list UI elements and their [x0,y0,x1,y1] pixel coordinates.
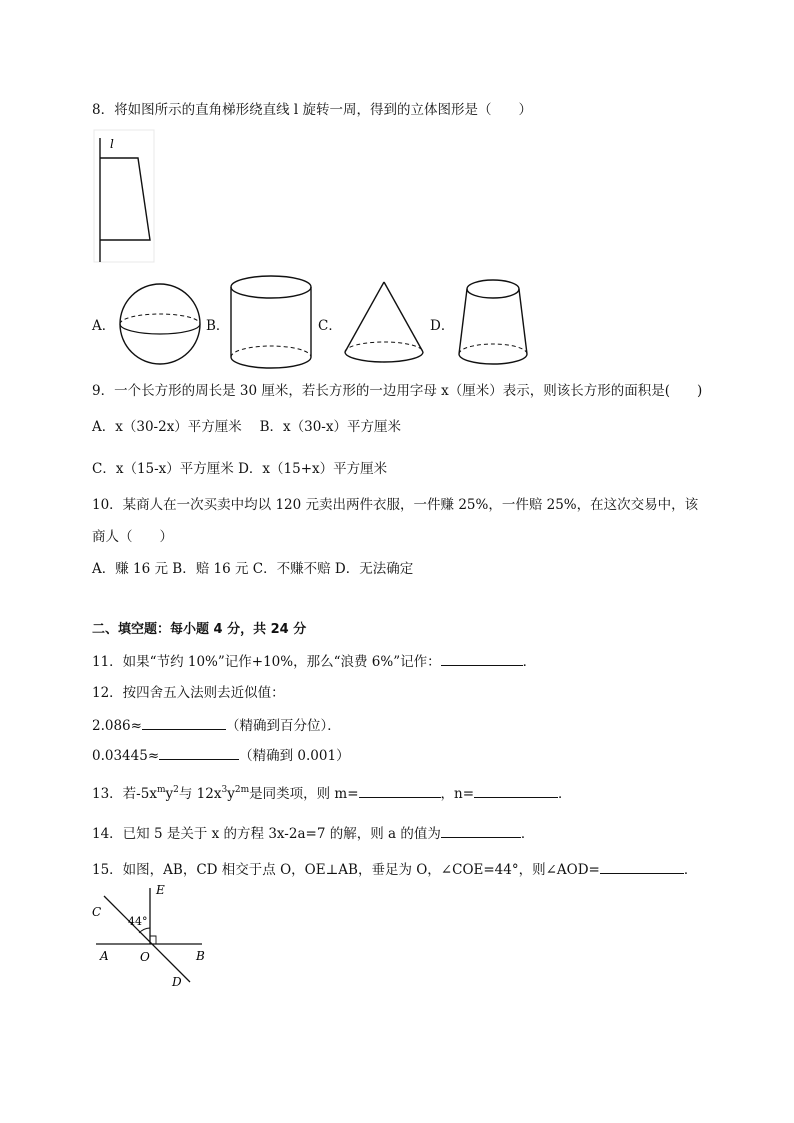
q13-y: y [165,786,174,802]
q13-sup-2m: 2m [234,785,250,795]
q15-label-a: A [100,949,109,963]
q12-part-a [92,715,341,736]
q15-answer-blank [600,859,684,874]
q8-option-d: D． [430,318,455,334]
q12-b-suffix: （精确到 0.001） [239,748,350,764]
q13-sup-m: m [156,785,166,795]
q15-label-angle: 44° [128,915,148,928]
q9-options-cd: C．x（15-x）平方厘米 D．x（15+x）平方厘米 [92,461,388,477]
q8-option-a: A． [92,318,116,334]
q8-option-c: C． [318,318,342,334]
q15-line [92,859,697,880]
q12-a-prefix: 2.086≈ [92,718,142,734]
q13-end: ． [558,786,572,802]
q12-b-blank [159,745,239,760]
q13-mid2: 与 12x [178,786,222,802]
q9-options-ab: A．x（30-2x）平方厘米 B．x（30-x）平方厘米 [92,419,401,435]
q15-text: 15．如图，AB，CD 相交于点 O，OE⊥AB，垂足为 O，∠COE=44°，则∠AOD= [92,862,600,878]
q15-label-e: E [156,883,165,897]
q15-label-b: B [196,949,205,963]
q14-end: ． [520,826,535,842]
q15-label-d: D [172,975,182,989]
q13-n-blank [474,783,558,798]
q15-label-o: O [140,950,150,964]
section2-title: 二、填空题：每小题 4 分，共 24 分 [92,622,307,637]
q14-line [92,823,534,844]
q15-end: ． [683,862,698,878]
q13-m-blank [359,783,441,798]
frustum-icon [457,278,529,368]
q13-mid4: 是同类项，则 m= [249,786,359,802]
cylinder-icon [230,275,312,369]
cone-icon [343,280,425,366]
sphere-icon [118,282,202,366]
q11-text: 11．如果“节约 10%”记作+10%，那么“浪费 6%”记作： [92,654,441,670]
q8-trapezoid-figure [94,130,158,266]
q10-options: A．赚 16 元 B．赔 16 元 C．不赚不赔 D．无法确定 [92,561,414,577]
q13-mid5: ，n= [440,786,475,802]
q14-answer-blank [441,823,521,838]
q11-answer-blank [441,651,523,666]
q9-text: 9．一个长方形的周长是 30 厘米，若长方形的一边用字母 x（厘米）表示，则该长方形的面积是( ) [92,383,703,399]
q10-text-line1: 10．某商人在一次买卖中均以 120 元卖出两件衣服，一件赚 25%，一件赔 25%，在这次交易中，该 [92,497,699,513]
q13-sup-2: 2 [173,785,179,795]
q15-angle-figure [90,882,220,994]
q12-a-suffix: （精确到百分位）． [225,718,341,734]
q13-prefix: 13．若-5x [92,786,157,802]
q12-text: 12．按四舍五入法则去近似值： [92,685,285,701]
q13-line [92,783,572,804]
q12-b-prefix: 0.03445≈ [92,748,160,764]
q8-line-label: l [110,137,114,151]
q10-text-line2: 商人（ ） [92,529,173,545]
q13-sup-3: 3 [221,785,228,795]
q8-text: 8．将如图所示的直角梯形绕直线 l 旋转一周，得到的立体图形是（ ） [92,102,532,118]
q8-option-b: B． [206,318,230,334]
q15-label-c: C [92,905,102,919]
q11-line [92,651,536,672]
q12-a-blank [142,715,226,730]
q14-text: 14．已知 5 是关于 x 的方程 3x-2a=7 的解，则 a 的值为 [92,826,441,842]
q13-y2: y [227,786,235,802]
q12-part-b [92,745,350,766]
q11-end: ． [522,654,537,670]
